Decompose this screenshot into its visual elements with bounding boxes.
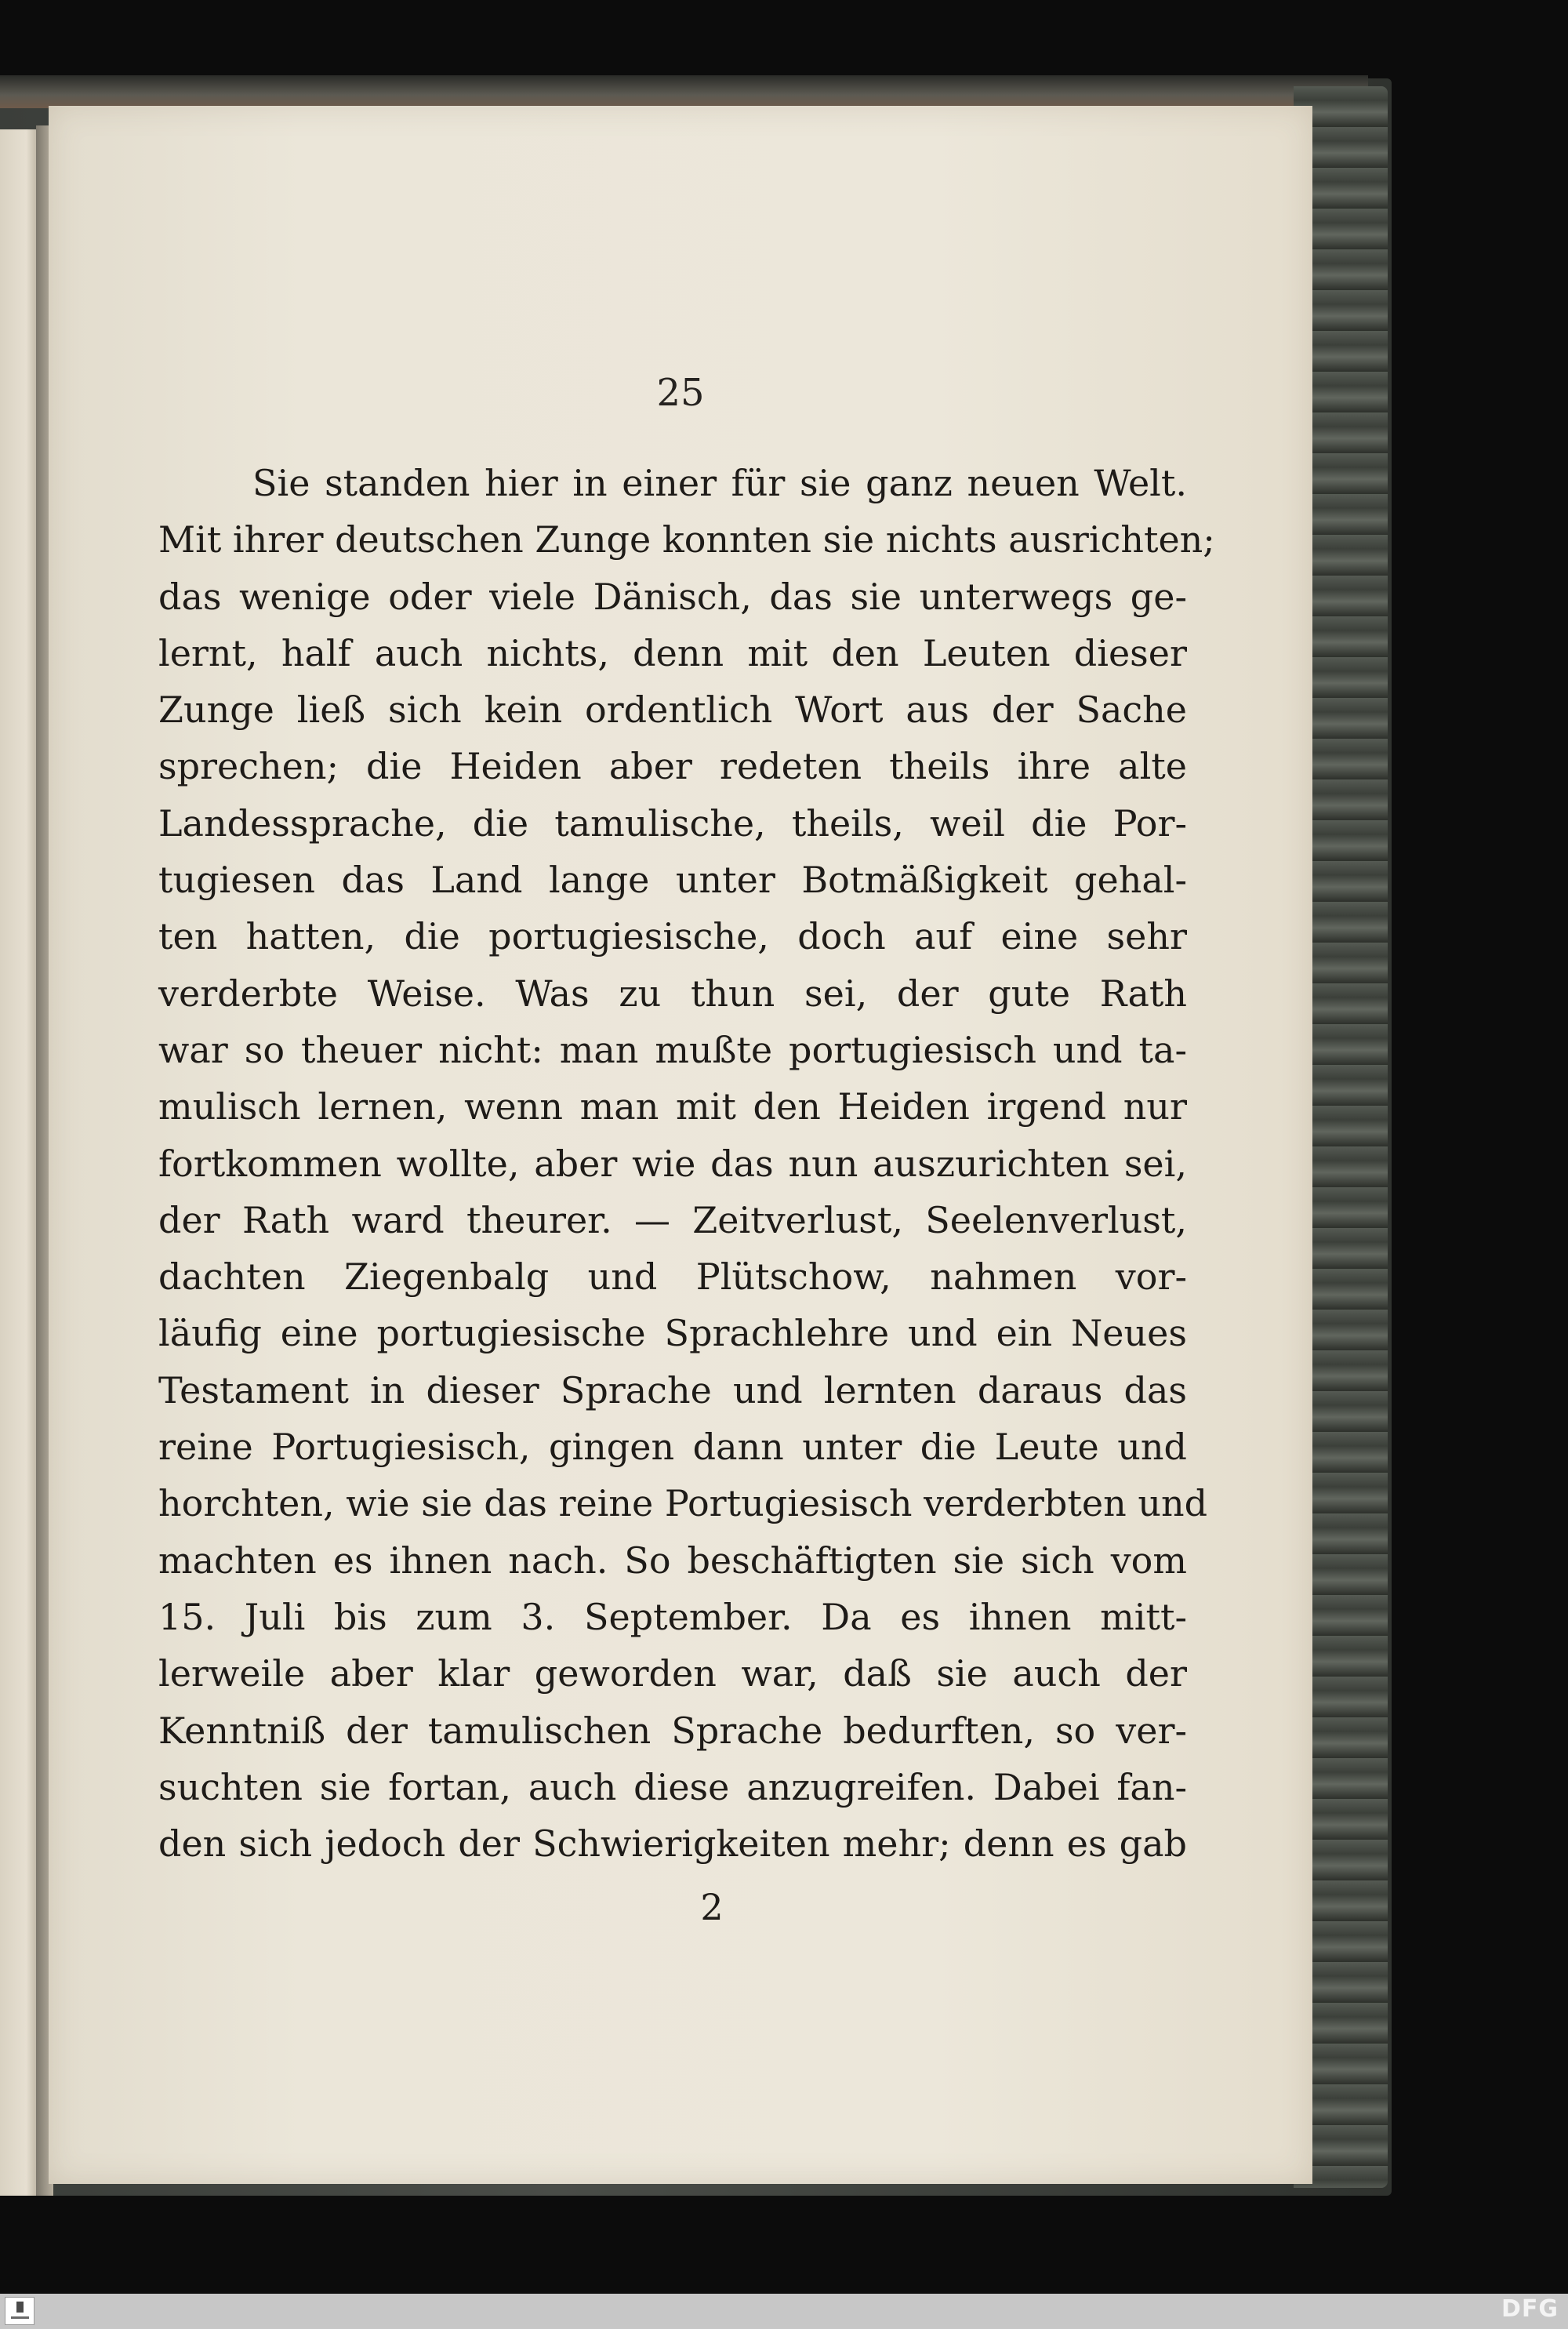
text-line: läufig eine portugiesische Sprachlehre und ein Neues	[158, 1312, 1187, 1355]
text-line: lerweile aber klar geworden war, daß sie auch der	[158, 1652, 1187, 1695]
text-line: Sie standen hier in einer für sie ganz neuen Welt.	[252, 462, 1187, 504]
text-line: suchten sie fortan, auch diese anzugreifen. Dabei fan-	[158, 1765, 1187, 1808]
library-logo-icon	[5, 2297, 34, 2325]
text-line: horchten, wie sie das reine Portugiesisch verderbten und	[158, 1482, 1208, 1525]
text-line: verderbte Weise. Was zu thun sei, der gute Rath	[158, 972, 1187, 1015]
text-line: dachten Ziegenbalg und Plütschow, nahmen vor-	[158, 1255, 1187, 1299]
text-line: tugiesen das Land lange unter Botmäßigkeit gehal-	[158, 859, 1187, 902]
text-line: war so theuer nicht: man mußte portugiesisch und ta-	[158, 1028, 1187, 1071]
body-text	[158, 455, 1215, 1872]
text-line: mulisch lernen, wenn man mit den Heiden irgend nur	[158, 1085, 1187, 1128]
text-line: fortkommen wollte, aber wie das nun auszurichten sei,	[158, 1142, 1187, 1185]
text-line: das wenige oder viele Dänisch, das sie unterwegs ge-	[158, 575, 1187, 618]
text-line: Zunge ließ sich kein ordentlich Wort aus der Sache	[158, 689, 1187, 732]
cover-top-edge	[0, 75, 1368, 108]
left-page-edge	[0, 129, 38, 2196]
text-line: ten hatten, die portugiesische, doch auf eine sehr	[158, 915, 1187, 958]
text-line: sprechen; die Heiden aber redeten theils ihre alte	[158, 745, 1187, 788]
text-line: Testament in dieser Sprache und lernten daraus das	[158, 1368, 1187, 1412]
text-line: reine Portugiesisch, gingen dann unter die Leute und	[158, 1426, 1187, 1469]
page-number: 25	[656, 371, 705, 415]
text-line: Mit ihrer deutschen Zunge konnten sie nichts ausrichten;	[158, 518, 1215, 561]
text-line: Kenntniß der tamulischen Sprache bedurften, so ver-	[158, 1709, 1187, 1752]
dfg-label: DFG	[1501, 2295, 1559, 2323]
text-line: der Rath ward theurer. — Zeitverlust, Seelenverlust,	[158, 1198, 1187, 1241]
text-line: machten es ihnen nach. So beschäftigten sie sich vom	[158, 1539, 1187, 1582]
text-line: Landessprache, die tamulische, theils, weil die Por-	[158, 801, 1187, 845]
text-line: den sich jedoch der Schwierigkeiten mehr; denn es gab	[158, 1822, 1187, 1866]
text-line: 15. Juli bis zum 3. September. Da es ihnen mitt-	[158, 1595, 1187, 1638]
signature-mark: 2	[700, 1886, 724, 1928]
text-line: lernt, half auch nichts, denn mit den Leuten dieser	[158, 631, 1187, 674]
book-page	[49, 106, 1312, 2184]
viewer-footer	[0, 2294, 1568, 2329]
